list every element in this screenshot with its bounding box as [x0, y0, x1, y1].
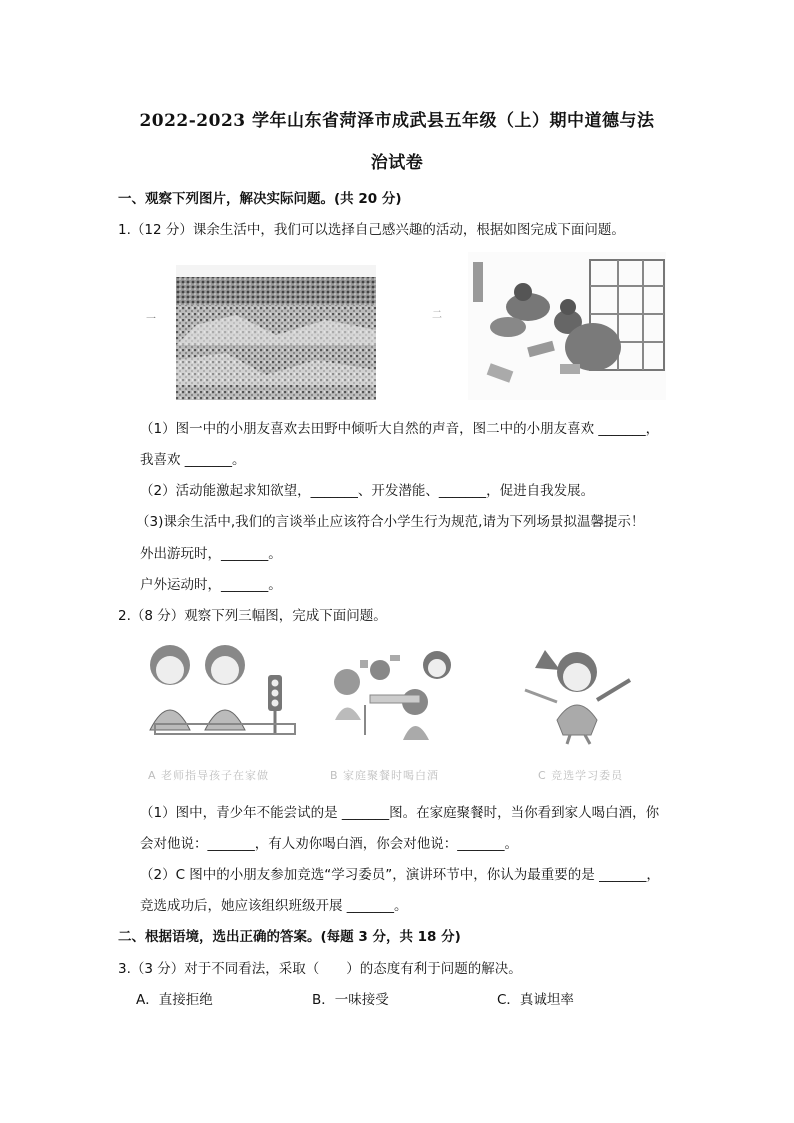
q2-stem: 2.（8 分）观察下列三幅图，完成下面问题。 [118, 608, 387, 624]
q3-option-b[interactable]: B．一味接受 [312, 992, 389, 1008]
q3-option-a[interactable]: A．直接拒绝 [136, 992, 213, 1008]
figure-b-illustration [325, 640, 480, 745]
page-title-line2: 治试卷 [370, 153, 424, 173]
q1-sub1-line1: （1）图一中的小朋友喜欢去田野中倾听大自然的声音，图二中的小朋友喜欢 _______， [140, 421, 660, 437]
figure-a-illustration [140, 640, 300, 745]
q1-sub3: （3)课余生活中,我们的言谈举止应该符合小学生行为规范,请为下列场景拟温馨提示！ [136, 514, 645, 530]
image1-label: 一 [146, 314, 156, 325]
figure-c-illustration [515, 640, 675, 745]
q2-sub2-line1: （2）C 图中的小朋友参加竞选“学习委员”，演讲环节中，你认为最重要的是 _______， [140, 867, 660, 883]
q1-sub3-b: 户外运动时，_______。 [140, 577, 282, 593]
q1-sub2: （2）活动能激起求知欲望，_______、开发潜能、_______，促进自我发展。 [140, 483, 595, 499]
q3-option-c[interactable]: C．真诚坦率 [497, 992, 574, 1008]
q1-sub3-a: 外出游玩时，_______。 [140, 546, 282, 562]
caption-a: A 老师指导孩子在家做 [148, 769, 270, 782]
field-photo [176, 265, 376, 400]
caption-c: C 竞选学习委员 [538, 769, 624, 782]
kids-crafting-photo [468, 252, 666, 400]
q2-sub1-line1: （1）图中，青少年不能尝试的是 _______图。在家庭聚餐时，当你看到家人喝白酒，你 [140, 805, 660, 821]
section2-heading: 二、根据语境，选出正确的答案。(每题 3 分，共 18 分) [118, 929, 461, 945]
q2-sub2-line2: 竞选成功后，她应该组织班级开展 _______。 [140, 898, 408, 914]
section1-heading: 一、观察下列图片，解决实际问题。(共 20 分) [118, 191, 402, 207]
caption-b: B 家庭聚餐时喝白酒 [330, 769, 440, 782]
q2-sub1-line2: 会对他说：_______，有人劝你喝白酒，你会对他说：_______。 [140, 836, 518, 852]
image2-label: 二 [432, 310, 442, 321]
q1-sub1-line2: 我喜欢 _______。 [140, 452, 246, 468]
page-title-line1: 2022-2023 学年山东省菏泽市成武县五年级（上）期中道德与法 [139, 111, 655, 131]
q3-stem: 3.（3 分）对于不同看法，采取（ ）的态度有利于问题的解决。 [118, 961, 522, 977]
q1-stem: 1.（12 分）课余生活中，我们可以选择自己感兴趣的活动，根据如图完成下面问题。 [118, 222, 625, 238]
